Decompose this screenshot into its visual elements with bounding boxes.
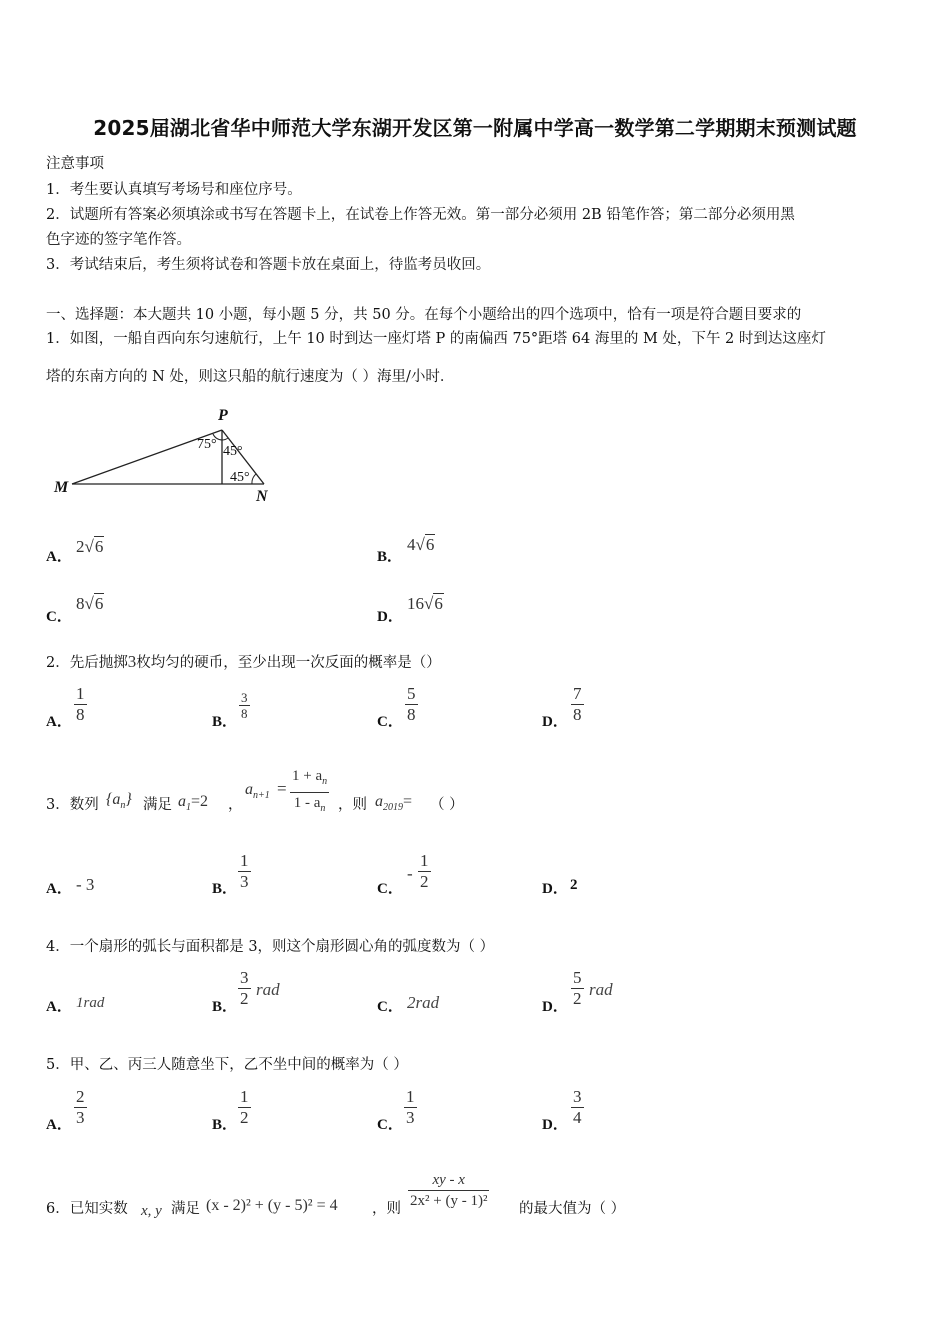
a1-sub: 1 [186, 802, 191, 814]
denominator: 3 [406, 1108, 415, 1127]
numerator: 1 [240, 1087, 249, 1106]
numerator: 2 [76, 1087, 85, 1106]
angle-arc-45-bottom [252, 474, 256, 484]
label-45deg-top: 45° [223, 444, 243, 459]
q2-option-b-label[interactable]: B． [212, 714, 238, 730]
q3-comma: ， [228, 797, 243, 813]
radicand: 6 [425, 535, 435, 554]
denominator: 3 [76, 1108, 85, 1127]
q4-option-c-label[interactable]: C． [377, 999, 403, 1015]
label-p: P [218, 407, 228, 424]
q2-stem [46, 651, 441, 672]
notice-item-1: 1．考生要认真填写考场号和座位序号。 [46, 182, 302, 198]
coef: 2 [76, 537, 85, 556]
q5-option-c-label[interactable]: C． [377, 1117, 403, 1133]
q5-option-b-fraction[interactable] [238, 1087, 251, 1128]
q5-stem: 5．甲、乙、丙三人随意坐下，乙不坐中间的概率为（ ） [46, 1057, 408, 1073]
a2019-eq: = [403, 793, 413, 810]
q1-option-c-label[interactable]: C． [46, 609, 72, 625]
denominator: 2 [420, 872, 429, 891]
q3-option-c-fraction[interactable] [418, 851, 431, 892]
q3-then: ，则 [338, 797, 367, 813]
notice-heading: 注意事项 [46, 156, 104, 172]
denominator: 8 [241, 706, 248, 721]
angle-arc-45-top [222, 438, 228, 440]
fn: 1 + a [292, 768, 323, 784]
fd: 1 - a [293, 795, 321, 811]
q2-option-d-label[interactable]: D． [542, 714, 568, 730]
label-n: N [256, 488, 268, 505]
q2-stem-post: 枚均匀的硬币，至少出现一次反面的概率是（） [136, 655, 441, 671]
q3-recurrence-fraction [290, 766, 329, 819]
numerator: 3 [240, 968, 249, 987]
denominator: 2 [240, 989, 249, 1008]
q5-option-a-label[interactable]: A． [46, 1117, 72, 1133]
q2-option-a-fraction[interactable] [74, 684, 87, 725]
q4-option-d-fraction[interactable] [571, 968, 584, 1009]
q1-figure [50, 402, 280, 506]
denominator: 8 [573, 705, 582, 724]
q1-stem-line1: 1．如图，一船自西向东匀速航行，上午 10 时到达一座灯塔 P 的南偏西 75°距塔 64 海里的 M 处，下午 2 时到达这座灯 [46, 331, 826, 347]
seq-end: } [125, 791, 132, 808]
coef: 16 [407, 594, 424, 613]
q3-an1 [245, 781, 270, 801]
coef: 4 [407, 535, 416, 554]
q1-stem-line2: 塔的东南方向的 N 处，则这只船的航行速度为（ ）海里/小时． [46, 369, 455, 385]
q3-stem-pre: 3．数列 [46, 797, 99, 813]
q2-option-c-label[interactable]: C． [377, 714, 403, 730]
denominator: 8 [407, 705, 416, 724]
numerator: xy - x [432, 1172, 465, 1188]
q1-option-a-value[interactable]: 2√6 [76, 537, 104, 556]
q5-option-d-label[interactable]: D． [542, 1117, 568, 1133]
q1-option-a-label[interactable]: A． [46, 549, 72, 565]
radicand: 6 [434, 594, 443, 613]
numerator: 5 [407, 684, 416, 703]
coef: 8 [76, 594, 85, 613]
q3-a1 [178, 793, 208, 813]
denominator: 2 [240, 1108, 249, 1127]
q2-option-b-fraction[interactable] [239, 690, 250, 721]
q4-option-b-fraction[interactable] [238, 968, 251, 1009]
notice-item-2b: 色字迹的签字笔作答。 [46, 232, 191, 248]
denominator [290, 792, 329, 819]
q1-option-c-value[interactable]: 8√6 [76, 594, 104, 613]
a1: a [178, 793, 186, 810]
q6-stem-post: 的最大值为（ ） [519, 1201, 626, 1217]
seq: {a [106, 791, 121, 808]
numerator: 3 [241, 690, 248, 705]
an1-sub: n+1 [253, 790, 270, 802]
a2019-sub: 2019 [383, 802, 403, 814]
q1-option-d-value[interactable]: 16√6 [407, 594, 443, 613]
denominator: 4 [573, 1108, 582, 1127]
q6-then: ，则 [372, 1201, 401, 1217]
q3-option-d-value[interactable]: 2 [570, 877, 578, 893]
q4-option-b-unit: rad [256, 980, 280, 999]
q2-option-a-label[interactable]: A． [46, 714, 72, 730]
numerator: 7 [573, 684, 582, 703]
q4-option-d-unit: rad [589, 980, 613, 999]
denominator: 2 [573, 989, 582, 1008]
numerator: 1 [420, 851, 429, 870]
label-75deg: 75° [197, 437, 217, 452]
q3-option-c-sign: - [407, 864, 413, 883]
seq-sub: n [120, 800, 126, 812]
numerator [290, 766, 329, 792]
q4-option-b-label[interactable]: B． [212, 999, 238, 1015]
q2-stem-num: 3 [127, 652, 137, 671]
label-m: M [54, 479, 69, 496]
q5-option-b-label[interactable]: B． [212, 1117, 238, 1133]
q2-option-d-fraction[interactable] [571, 684, 584, 725]
numerator: 1 [406, 1087, 415, 1106]
q3-option-d-label[interactable]: D． [542, 881, 568, 897]
q6-stem-mid: 满足 [171, 1201, 200, 1217]
q1-option-b-value[interactable]: 4√6 [407, 535, 435, 554]
q2-stem-pre: 2．先后抛掷 [46, 655, 128, 671]
numerator: 1 [76, 684, 85, 703]
q4-option-a-value[interactable]: 1rad [76, 995, 105, 1011]
q3-sequence [106, 791, 132, 811]
q3-option-c-label[interactable]: C． [377, 881, 403, 897]
q3-option-b-label[interactable]: B． [212, 881, 238, 897]
q6-condition: (x - 2)² + (y - 5)² = 4 [206, 1197, 338, 1214]
a2019: a [375, 793, 383, 810]
q3-eq: = [277, 779, 287, 798]
q4-option-d-label[interactable]: D． [542, 999, 568, 1015]
q5-option-d-fraction[interactable] [571, 1087, 584, 1128]
q5-option-c-fraction[interactable] [404, 1087, 417, 1128]
q1-option-b-label[interactable]: B． [377, 549, 403, 565]
a1-val: =2 [191, 793, 209, 810]
q3-blank: （ ） [430, 797, 464, 813]
fn-sub: n [322, 776, 328, 787]
notice-item-2a: 2．试题所有答案必须填涂或书写在答题卡上，在试卷上作答无效。第一部分必须用 2B 铅笔作答；第二部分必须用黑 [46, 207, 795, 223]
radicand: 6 [94, 537, 104, 556]
q6-vars: x, y [141, 1203, 162, 1219]
fd-sub: n [320, 803, 326, 814]
notice-item-3: 3．考试结束后，考生须将试卷和答题卡放在桌面上，待监考员收回。 [46, 257, 491, 273]
q2-option-c-fraction[interactable] [405, 684, 418, 725]
q1-option-d-label[interactable]: D． [377, 609, 403, 625]
radicand: 6 [94, 594, 104, 613]
denominator: 8 [76, 705, 85, 724]
q4-option-a-label[interactable]: A． [46, 999, 72, 1015]
page-title: 2025届湖北省华中师范大学东湖开发区第一附属中学高一数学第二学期期末预测试题 [93, 116, 857, 140]
q3-option-b-fraction[interactable] [238, 851, 251, 892]
q3-stem-mid: 满足 [143, 797, 172, 813]
denominator: 3 [240, 872, 249, 891]
numerator: 1 [240, 851, 249, 870]
q3-a2019 [375, 793, 412, 813]
q6-stem-pre: 6．已知实数 [46, 1201, 128, 1217]
numerator: 5 [573, 968, 582, 987]
q3-option-a-label[interactable]: A． [46, 881, 72, 897]
an1: a [245, 781, 253, 798]
numerator: 3 [573, 1087, 582, 1106]
q5-option-a-fraction[interactable] [74, 1087, 87, 1128]
q3-option-a-value[interactable]: - 3 [76, 875, 95, 894]
q4-option-c-value[interactable]: 2rad [407, 993, 440, 1012]
section-heading: 一、选择题：本大题共 10 小题，每小题 5 分，共 50 分。在每个小题给出的四个选项中，恰有一项是符合题目要求的 [46, 307, 802, 323]
denominator: 2x² + (y - 1)² [408, 1190, 489, 1211]
q4-stem: 4．一个扇形的弧长与面积都是 3，则这个扇形圆心角的弧度数为（ ） [46, 939, 495, 955]
q6-target-fraction [408, 1170, 489, 1211]
label-45deg-bottom: 45° [230, 470, 250, 485]
